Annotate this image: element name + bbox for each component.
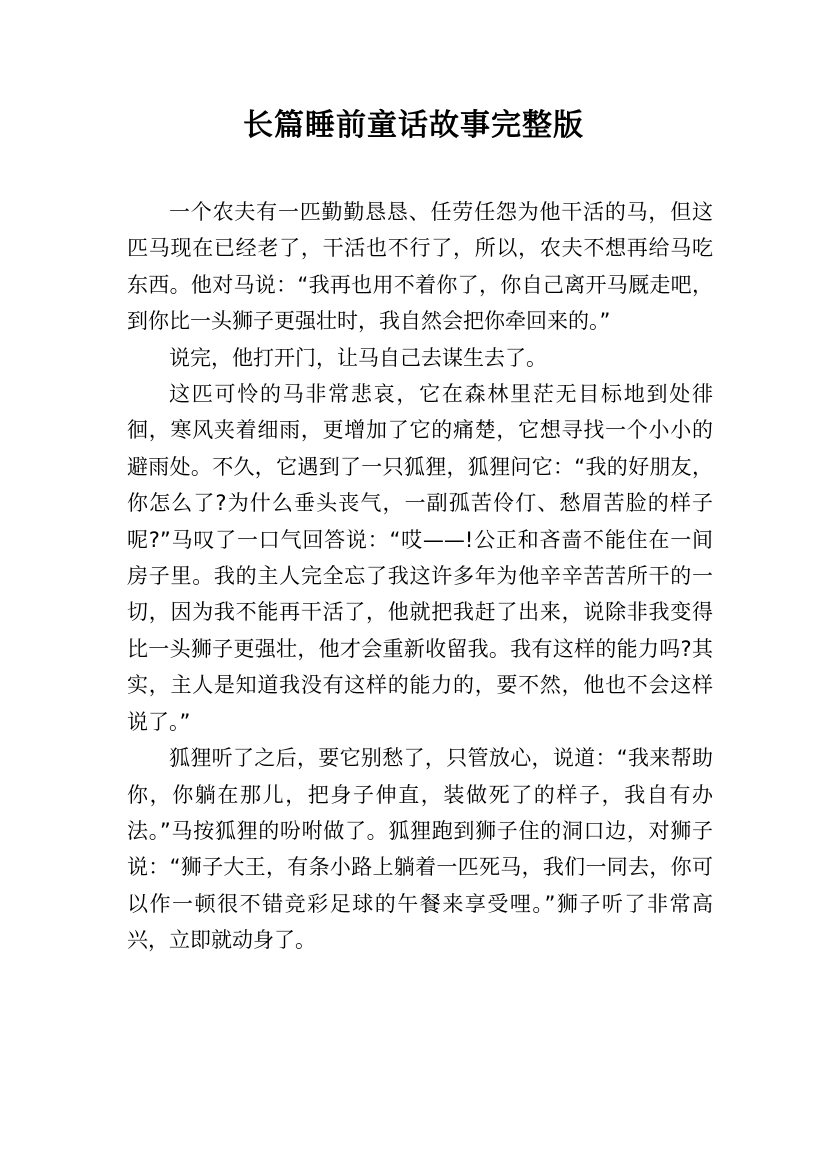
paragraph: 说完，他打开门，让马自己去谋生去了。 [169, 345, 547, 370]
paragraph: 狐狸听了之后，要它别愁了，只管放心，说道：“我来帮助你，你躺在那儿，把身子伸直，装做死了的样子，我自有办法。”马按狐狸的吩咐做了。狐狸跑到狮子住的洞口边，对狮子说：“狮子大王，有条小路上躺着一匹死马，我们一同去，你可以作一顿很不错竞彩足球的午餐来享受哩。”狮子听了非常高兴，立即就动身了。 [127, 746, 713, 953]
paragraph: 一个农夫有一匹勤勤恳恳、任劳任怨为他干活的马，但这匹马现在已经老了，干活也不行了，所以，农夫不想再给马吃东西。他对马说：“我再也用不着你了，你自己离开马厩走吧，到你比一头狮子更强壮时，我自然会把你牵回来的。” [127, 200, 713, 334]
paragraph: 这匹可怜的马非常悲哀，它在森林里茫无目标地到处徘徊，寒风夹着细雨，更增加了它的痛楚，它想寻找一个小小的避雨处。不久，它遇到了一只狐狸，狐狸问它：“我的好朋友，你怎么了?为什么垂头丧气，一副孤苦伶仃、愁眉苦脸的样子呢?”马叹了一口气回答说：“哎——!公正和吝啬不能住在一间房子里。我的主人完全忘了我这许多年为他辛辛苦苦所干的一切，因为我不能再干活了，他就把我赶了出来，说除非我变得比一头狮子更强壮，他才会重新收留我。我有这样的能力吗?其实，主人是知道我没有这样的能力的，要不然，他也不会这样说了。” [127, 382, 713, 734]
document-title: 长篇睡前童话故事完整版 [243, 108, 584, 143]
document-body [127, 194, 713, 959]
